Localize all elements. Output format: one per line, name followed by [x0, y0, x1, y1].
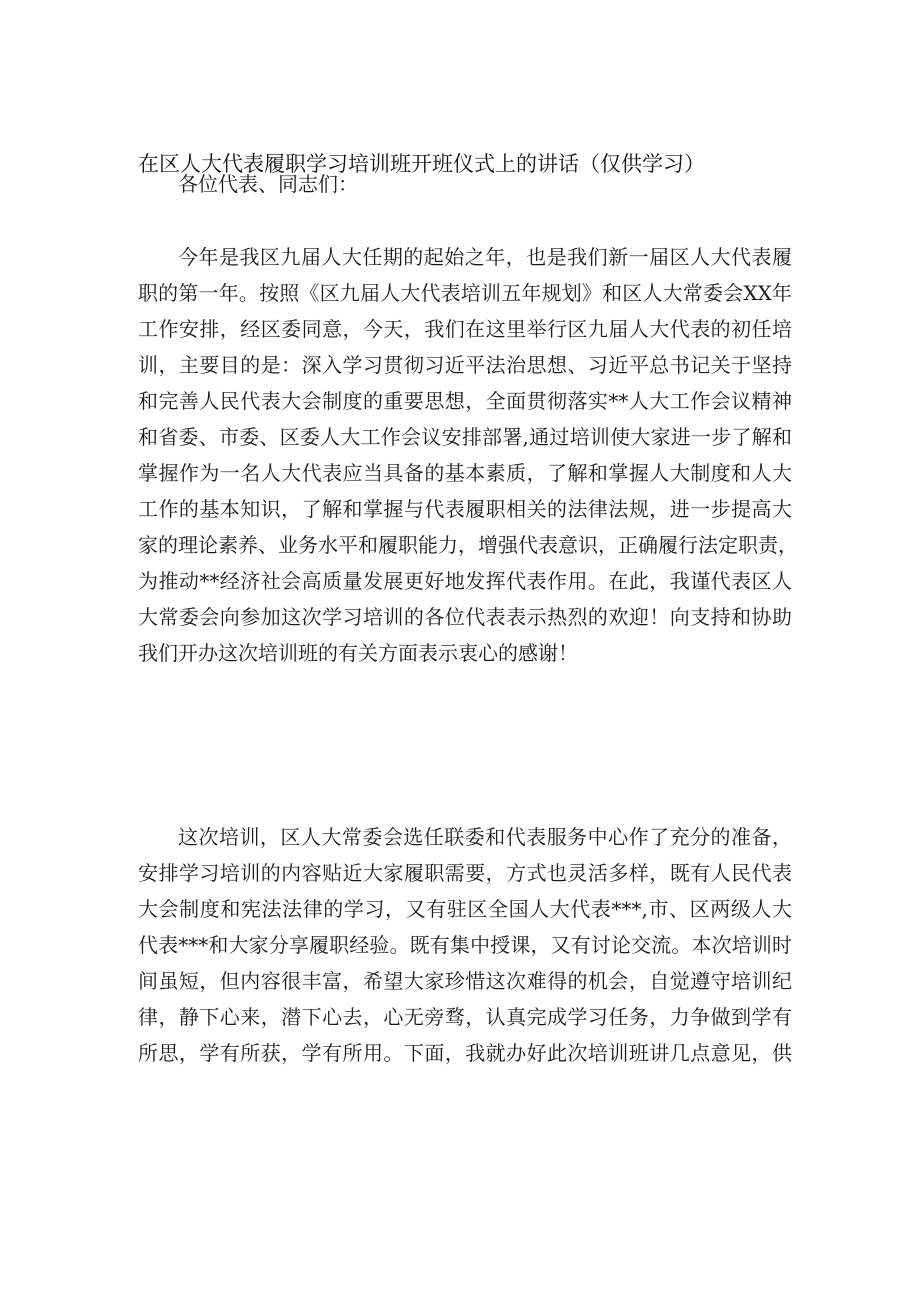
paragraph-line: 职的第一年。按照《区九届人大代表培训五年规划》和区人大常委会XX年: [138, 281, 792, 305]
salutation-line: 各位代表、同志们：: [178, 172, 358, 196]
paragraph-line: 工作的基本知识，了解和掌握与代表履职相关的法律法规，进一步提高大: [138, 497, 792, 521]
paragraph-line: 大会制度和宪法法律的学习，又有驻区全国人大代表***,市、区两级人大: [138, 897, 792, 921]
paragraph-1: [138, 239, 798, 671]
paragraph-line: 安排学习培训的内容贴近大家履职需要，方式也灵活多样，既有人民代表: [138, 861, 792, 885]
paragraph-line: 代表***和大家分享履职经验。既有集中授课，又有讨论交流。本次培训时: [138, 933, 792, 957]
paragraph-line: 今年是我区九届人大任期的起始之年，也是我们新一届区人大代表履: [178, 245, 792, 269]
document-title: 在区人大代表履职学习培训班开班仪式上的讲话（仅供学习）: [138, 152, 705, 176]
salutation: [138, 166, 792, 202]
paragraph-line: 家的理论素养、业务水平和履职能力，增强代表意识，正确履行法定职责，: [138, 533, 798, 557]
paragraph-line: 间虽短，但内容很丰富，希望大家珍惜这次难得的机会，自觉遵守培训纪: [138, 969, 792, 993]
paragraph-line: 工作安排，经区委同意，今天，我们在这里举行区九届人大代表的初任培: [138, 317, 792, 341]
paragraph-line: 所思，学有所获，学有所用。下面，我就办好此次培训班讲几点意见，供: [138, 1041, 792, 1065]
paragraph-line: 大常委会向参加这次学习培训的各位代表表示热烈的欢迎！向支持和协助: [138, 605, 792, 629]
paragraph-line: 这次培训，区人大常委会选任联委和代表服务中心作了充分的准备，: [178, 825, 792, 849]
paragraph-2: [138, 819, 792, 1071]
paragraph-line: 律，静下心来，潜下心去，心无旁骛，认真完成学习任务，力争做到学有: [138, 1005, 792, 1029]
paragraph-line: 掌握作为一名人大代表应当具备的基本素质，了解和掌握人大制度和人大: [138, 461, 792, 485]
paragraph-line: 和省委、市委、区委人大工作会议安排部署,通过培训使大家进一步了解和: [138, 425, 792, 449]
paragraph-line: 和完善人民代表大会制度的重要思想，全面贯彻落实**人大工作会议精神: [138, 389, 792, 413]
paragraph-line: 训，主要目的是：深入学习贯彻习近平法治思想、习近平总书记关于坚持: [138, 353, 792, 377]
paragraph-line: 为推动**经济社会高质量发展更好地发挥代表作用。在此，我谨代表区人: [138, 569, 792, 593]
paragraph-line: 我们开办这次培训班的有关方面表示衷心的感谢！: [138, 641, 578, 665]
